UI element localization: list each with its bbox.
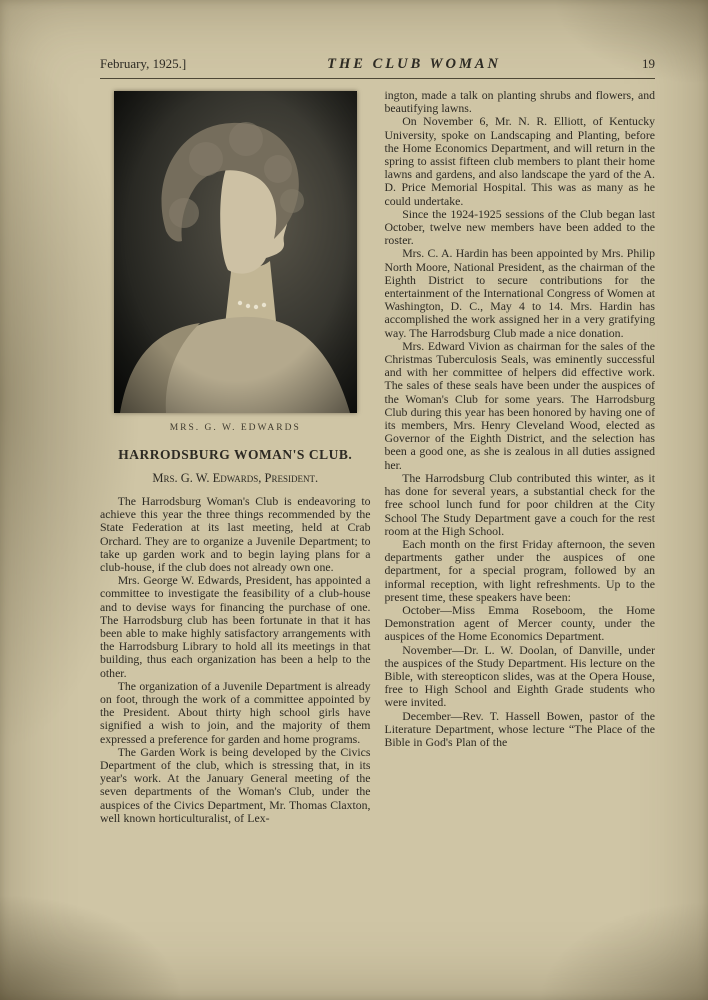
- header-rule: [100, 78, 655, 79]
- page-number: 19: [641, 56, 655, 71]
- paragraph: Mrs. George W. Edwards, President, has appointed a committee to investigate the feasibility of a club-house and to devise ways for financing the purchase of one. The Harrodsburg club has been fortunate in that it has been able to make highly satisfactory arrangements with the Harrodsburg Library to hold all its meetings in that building, thus each organization has been a help to the other.: [100, 573, 371, 680]
- paragraph: ington, made a talk on planting shrubs and flowers, and beautifying lawns.: [384, 88, 655, 116]
- paragraph: Mrs. C. A. Hardin has been appointed by Mrs. Philip North Moore, National President, as the chairman of the Eighth District to secure contributions for the entertainment of the International Congress of Women at Washington, D. C., May 4 to 14. Mrs. Hardin has accomplished the work assigned her in a very gratifying way. The Harrodsburg Club made a nice donation.: [384, 246, 655, 340]
- portrait-figure: [100, 91, 371, 433]
- right-column: [385, 89, 656, 825]
- paragraph: The Harrodsburg Woman's Club is endeavoring to achieve this year the three things recommended by the State Federation at its last meeting, held at Crab Orchard. They are to organize a Juvenile Department; to take up garden work and to begin laying plans for a club-house, if the club does not already own one.: [100, 494, 371, 575]
- paragraph: December—Rev. T. Hassell Bowen, pastor of the Literature Department, whose lecture “The Place of the Bible in God's Plan of the: [384, 708, 655, 749]
- portrait-photo: [114, 91, 357, 413]
- paragraph: Mrs. Edward Vivion as chairman for the sales of the Christmas Tuberculosis Seals, was eminently successful and with her committee of helpers did effective work. The sales of these seals have been under the auspices of the Woman's Club for some years. The Harrodsburg Club during this year has been honored by having one of its members, Mrs. Henry Cleveland Wood, elected as Governor of the Eighth District, and the selection has been a good one, as she is zealous in all duties assigned her.: [384, 338, 655, 472]
- two-column-layout: [100, 89, 655, 825]
- paragraph: The organization of a Juvenile Department is already on foot, through the work of a committee appointed by the President. About thirty high school girls have signified a wish to join, and the majority of them expressed a preference for garden and home programs.: [100, 678, 371, 746]
- paragraph: The Harrodsburg Club contributed this winter, as it has done for several years, a substantial check for the free school lunch fund for poor children at the City School The Study Department gave a couch for the rest room at the High School.: [384, 470, 655, 538]
- paragraph: Each month on the first Friday afternoon, the seven departments gather under the auspices of one department, for a special program, followed by an informal reception, with light refreshments. Up to the present time, these speakers have been:: [384, 536, 655, 604]
- paragraph: November—Dr. L. W. Doolan, of Danville, under the auspices of the Study Department. His lecture on the Bible, with stereopticon slides, was at the Opera House, free to High School and Eighth Grade students who were invited.: [384, 642, 655, 710]
- article-byline: Mrs. G. W. Edwards, President.: [152, 471, 319, 485]
- page-header: [100, 56, 655, 73]
- left-column: [100, 89, 371, 825]
- photo-caption: MRS. G. W. EDWARDS: [169, 423, 301, 433]
- issue-date: February, 1925.]: [100, 56, 187, 71]
- paragraph: Since the 1924-1925 sessions of the Club began last October, twelve new members have been added to the roster.: [384, 206, 655, 248]
- paragraph: October—Miss Emma Roseboom, the Home Demonstration agent of Mercer county, under the auspices of the Home Economics Department.: [384, 602, 655, 644]
- journal-title: THE CLUB WOMAN: [327, 56, 502, 72]
- article-title: HARRODSBURG WOMAN'S CLUB.: [118, 447, 353, 462]
- paragraph: The Garden Work is being developed by the Civics Department of the club, which is stressing that, in its year's work. At the January General meeting of the seven departments of the Woman's Club, under the auspices of the Civics Department, Mr. Thomas Claxton, well known horticulturalist, of Lex-: [100, 744, 371, 825]
- paragraph: On November 6, Mr. N. R. Elliott, of Kentucky University, spoke on Landscaping and Planting, before the Home Economics Department, and will return in the spring to assist fifteen club members to plant their home lawns and gardens, and also landscape the yard of the A. D. Price Memorial Hospital. This was as many as he could undertake.: [384, 114, 655, 208]
